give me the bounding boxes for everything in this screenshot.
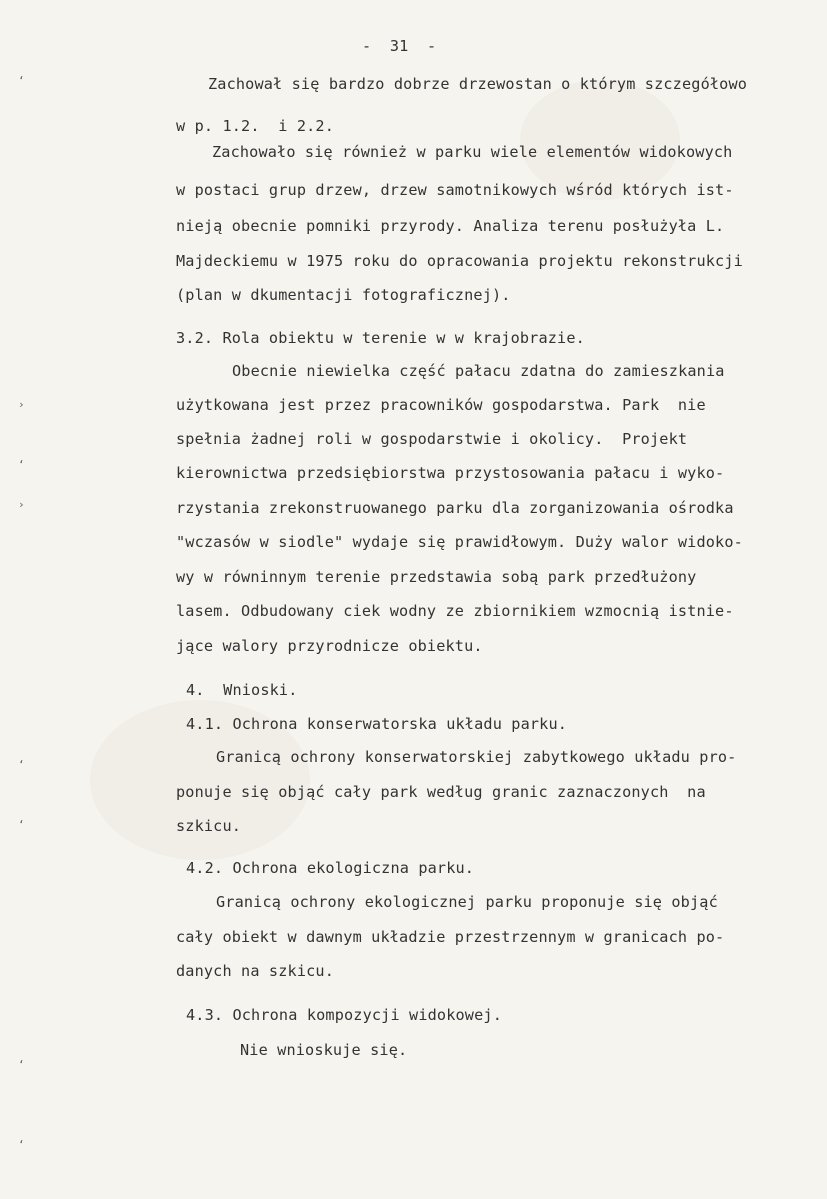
text-line: Granicą ochrony konserwatorskiej zabytkowego układu pro- — [216, 748, 737, 766]
text-line: nieją obecnie pomniki przyrody. Analiza terenu posłużyła L. — [176, 217, 725, 235]
text-line: użytkowana jest przez pracowników gospodarstwa. Park nie — [176, 396, 706, 414]
margin-mark: ‘ — [18, 1138, 25, 1151]
text-line: szkicu. — [176, 817, 242, 835]
text-line: kierownictwa przedsiębiorstwa przystosowania pałacu i wyko- — [176, 464, 725, 482]
text-line: danych na szkicu. — [176, 962, 334, 980]
text-line: spełnia żadnej roli w gospodarstwie i okolicy. Projekt — [176, 430, 688, 448]
text-line: Granicą ochrony ekologicznej parku proponuje się objąć — [216, 893, 718, 911]
margin-mark: ‘ — [18, 458, 25, 471]
text-line: Nie wnioskuje się. — [240, 1041, 408, 1059]
text-line: w p. 1.2. i 2.2. — [176, 117, 334, 135]
section-heading: 4.1. Ochrona konserwatorska układu parku. — [186, 715, 568, 733]
text-line: Obecnie niewielka część pałacu zdatna do zamieszkania — [232, 362, 725, 380]
section-heading: 4. Wnioski. — [186, 681, 298, 699]
margin-mark: ‘ — [18, 818, 25, 831]
margin-mark: › — [18, 498, 25, 511]
margin-mark: ‘ — [18, 1058, 25, 1071]
text-line: Zachowało się również w parku wiele elementów widokowych — [212, 143, 733, 161]
text-line: (plan w dkumentacji fotograficznej). — [176, 286, 511, 304]
text-line: lasem. Odbudowany ciek wodny ze zbiornikiem wzmocnią istnie- — [176, 602, 734, 620]
text-line: Zachował się bardzo dobrze drzewostan o którym szczegółowo — [208, 75, 748, 93]
text-line: ponuje się objąć cały park według granic zaznaczonych na — [176, 783, 706, 801]
text-line: w postaci grup drzew, drzew samotnikowych wśród których ist- — [176, 181, 734, 199]
margin-mark: ‘ — [18, 74, 25, 87]
section-heading: 4.3. Ochrona kompozycji widokowej. — [186, 1006, 502, 1024]
section-heading: 4.2. Ochrona ekologiczna parku. — [186, 859, 475, 877]
text-line: Majdeckiemu w 1975 roku do opracowania projektu rekonstrukcji — [176, 252, 743, 270]
margin-mark: ‘ — [18, 758, 25, 771]
text-line: cały obiekt w dawnym układzie przestrzennym w granicach po- — [176, 928, 725, 946]
text-line: wy w równinnym terenie przedstawia sobą park przedłużony — [176, 568, 697, 586]
text-line: "wczasów w siodle" wydaje się prawidłowym. Duży walor widoko- — [176, 533, 743, 551]
margin-mark: › — [18, 398, 25, 411]
text-line: jące walory przyrodnicze obiektu. — [176, 637, 483, 655]
page-number: - 31 - — [362, 37, 437, 55]
text-line: rzystania zrekonstruowanego parku dla zorganizowania ośrodka — [176, 499, 734, 517]
section-heading: 3.2. Rola obiektu w terenie w w krajobrazie. — [176, 329, 585, 347]
